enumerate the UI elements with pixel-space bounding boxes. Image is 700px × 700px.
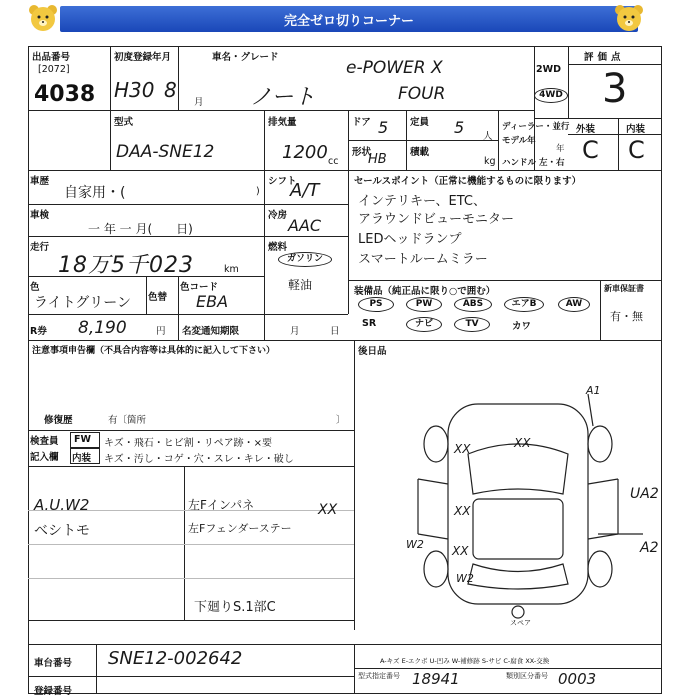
ac-label: 冷房 xyxy=(268,210,288,221)
registration-label: 初度登録年月 xyxy=(114,52,172,63)
ac-value: AAC xyxy=(288,216,322,235)
equipment-item-circled: PW xyxy=(406,297,442,312)
exterior-label: 外装 xyxy=(576,124,596,135)
banner-bar xyxy=(60,6,638,32)
int-items: キズ・汚し・コゲ・穴・スレ・キレ・破し xyxy=(104,454,294,465)
auction-sheet xyxy=(28,44,662,697)
interior-grade: C xyxy=(628,136,645,164)
registration-month-unit: 月 xyxy=(194,97,204,108)
damage-mark: XX xyxy=(514,436,531,450)
color-tone-label: 色替 xyxy=(148,292,168,303)
shape-value: HB xyxy=(368,152,387,167)
model-year-unit: 年 xyxy=(556,144,565,154)
repair-close: 〕 xyxy=(336,415,346,426)
sales-point-item: スマートルームミラー xyxy=(358,252,488,267)
damage-mark: W2 xyxy=(456,572,474,585)
category-label: 類別区分番号 xyxy=(506,672,548,680)
fuel-diesel: 軽油 xyxy=(288,278,313,292)
warranty-label: 新車保証書 xyxy=(604,284,644,293)
registration-month: 8 xyxy=(164,78,177,102)
title-change-month: 月 xyxy=(290,326,300,337)
warranty-value: 有・無 xyxy=(610,310,643,323)
exterior-grade: C xyxy=(582,136,599,164)
remark-right: 左Fインパネ xyxy=(188,498,255,512)
usage-label: 車歴 xyxy=(30,176,50,187)
inspection-label: 車検 xyxy=(30,210,50,221)
equipment-item: カワ xyxy=(512,321,532,332)
title-change-label: 名変通知期限 xyxy=(182,326,240,337)
inspector-label: 検査員 xyxy=(30,436,59,447)
displacement-unit: cc xyxy=(328,156,339,167)
car-name: ノート xyxy=(250,85,316,110)
notes-label: 注意事項申告欄（不具合内容等は具体的に記入して下さい） xyxy=(32,346,276,356)
car-name-label: 車名・グレード xyxy=(212,52,279,63)
rating-label: 評価点 xyxy=(584,52,625,63)
handle-label: ハンドル 左・右 xyxy=(502,158,565,168)
recycle-label: R券 xyxy=(30,326,47,337)
fw-label: FW xyxy=(74,434,91,445)
damage-mark: A1 xyxy=(586,384,601,397)
registration-no-label: 登録番号 xyxy=(34,686,73,697)
sales-point-item: アラウンドビューモニター xyxy=(358,212,515,227)
entry-label: 記入欄 xyxy=(30,452,59,463)
title-change-day: 日 xyxy=(330,326,340,337)
sales-point-item: LEDヘッドランプ xyxy=(358,232,462,247)
damage-mark: A2 xyxy=(640,540,659,556)
capacity-value: 5 xyxy=(454,118,465,137)
equipment-item-circled: PS xyxy=(358,297,394,312)
equipment-item-circled: TV xyxy=(454,317,490,332)
type-designation-value: 18941 xyxy=(412,670,460,688)
remark-right: 下廻りS.1部C xyxy=(194,600,276,615)
registration-era-year: H30 xyxy=(114,78,155,102)
recycle-value: 8,190 xyxy=(78,318,127,338)
drive-4wd-circled: 4WD xyxy=(534,88,568,103)
displacement-label: 排気量 xyxy=(268,117,297,128)
repair-label: 修復歴 xyxy=(44,415,73,426)
mileage-value: 18万5千023 xyxy=(58,253,194,278)
drive-2wd: 2WD xyxy=(536,64,561,75)
damage-mark: UA2 xyxy=(630,486,659,502)
category-value: 0003 xyxy=(558,670,597,688)
inspection-text: 一 年 一 月( 日) xyxy=(88,222,193,236)
mileage-label: 走行 xyxy=(30,242,50,253)
equipment-item: SR xyxy=(362,318,377,329)
remark-right: 左Fフェンダーステー xyxy=(188,522,292,535)
type-designation-label: 型式指定番号 xyxy=(358,672,400,680)
car-damage-diagram xyxy=(398,384,658,624)
equipment-label: 装備品（純正品に限り○で囲む） xyxy=(354,286,496,297)
capacity-unit: 人 xyxy=(483,131,493,142)
equipment-item-circled: エアB xyxy=(504,297,544,312)
load-unit: kg xyxy=(484,156,496,167)
fuel-gasoline-circled: ガソリン xyxy=(278,252,332,267)
damage-legend: A-キズ E-エクボ U-凹み W-補修跡 S-サビ C-腐食 XX-交換 xyxy=(380,657,550,665)
shift-value: A/T xyxy=(290,180,320,201)
remark-left: ベシトモ xyxy=(34,523,90,539)
shift-label: シフト xyxy=(268,176,297,187)
int-label: 内装 xyxy=(72,453,92,464)
damage-mark: XX xyxy=(452,544,469,558)
car-grade-line1: e-POWER X xyxy=(346,58,443,78)
lot-label: 出品番号 xyxy=(32,52,71,63)
repair-value: 有〔箇所 xyxy=(108,415,147,426)
doors-value: 5 xyxy=(378,118,389,137)
shape-label: 形状 xyxy=(352,147,372,158)
rating-value: 3 xyxy=(602,66,628,112)
fw-items: キズ・飛石・ヒビ割・リペア跡・×要 xyxy=(104,438,272,449)
model-year-label: モデル年 xyxy=(502,136,536,146)
interior-label: 内装 xyxy=(626,124,646,135)
remark-mark: XX xyxy=(318,502,338,518)
load-label: 積載 xyxy=(410,147,430,158)
lot-number: 4038 xyxy=(34,82,96,107)
model-value: DAA-SNE12 xyxy=(116,142,215,162)
lot-sub: [2072] xyxy=(38,64,70,75)
displacement-value: 1200 xyxy=(282,142,328,163)
equipment-item-circled: AW xyxy=(558,297,590,312)
color-code: EBA xyxy=(196,292,229,311)
capacity-label: 定員 xyxy=(410,117,430,128)
mileage-unit: km xyxy=(224,264,239,275)
sales-point-item: インテリキー、ETC、 xyxy=(358,194,486,209)
color-value: ライトグリーン xyxy=(34,295,132,311)
chassis-value: SNE12-002642 xyxy=(108,648,243,669)
header-banner xyxy=(0,0,700,40)
sales-points-label: セールスポイント（正常に機能するものに限ります） xyxy=(354,176,582,187)
car-grade-line2: FOUR xyxy=(398,84,446,104)
banner-title: 完全ゼロ切りコーナー xyxy=(283,14,414,29)
rear-seat-label: 後日品 xyxy=(358,346,387,357)
equipment-item-circled: ABS xyxy=(454,297,492,312)
color-code-label: 色コード xyxy=(180,282,219,293)
damage-mark: XX xyxy=(454,442,471,456)
chassis-label: 車台番号 xyxy=(34,658,73,669)
usage-value: 自家用・( xyxy=(64,185,126,201)
spare-label: スペア xyxy=(510,619,531,627)
equipment-item-circled: ナビ xyxy=(406,317,442,332)
bear-mascot-icon xyxy=(612,2,646,36)
model-label: 型式 xyxy=(114,117,134,128)
remark-left: A.U.W2 xyxy=(34,496,90,514)
fuel-label: 燃料 xyxy=(268,242,288,253)
damage-mark: W2 xyxy=(406,538,424,551)
usage-close: ) xyxy=(256,186,260,197)
damage-mark: XX xyxy=(454,504,471,518)
bear-mascot-icon xyxy=(26,2,60,36)
doors-label: ドア xyxy=(352,117,371,128)
recycle-unit: 円 xyxy=(156,326,166,337)
dealer-label: ディーラー・並行 xyxy=(502,122,570,132)
color-label: 色 xyxy=(30,282,40,293)
